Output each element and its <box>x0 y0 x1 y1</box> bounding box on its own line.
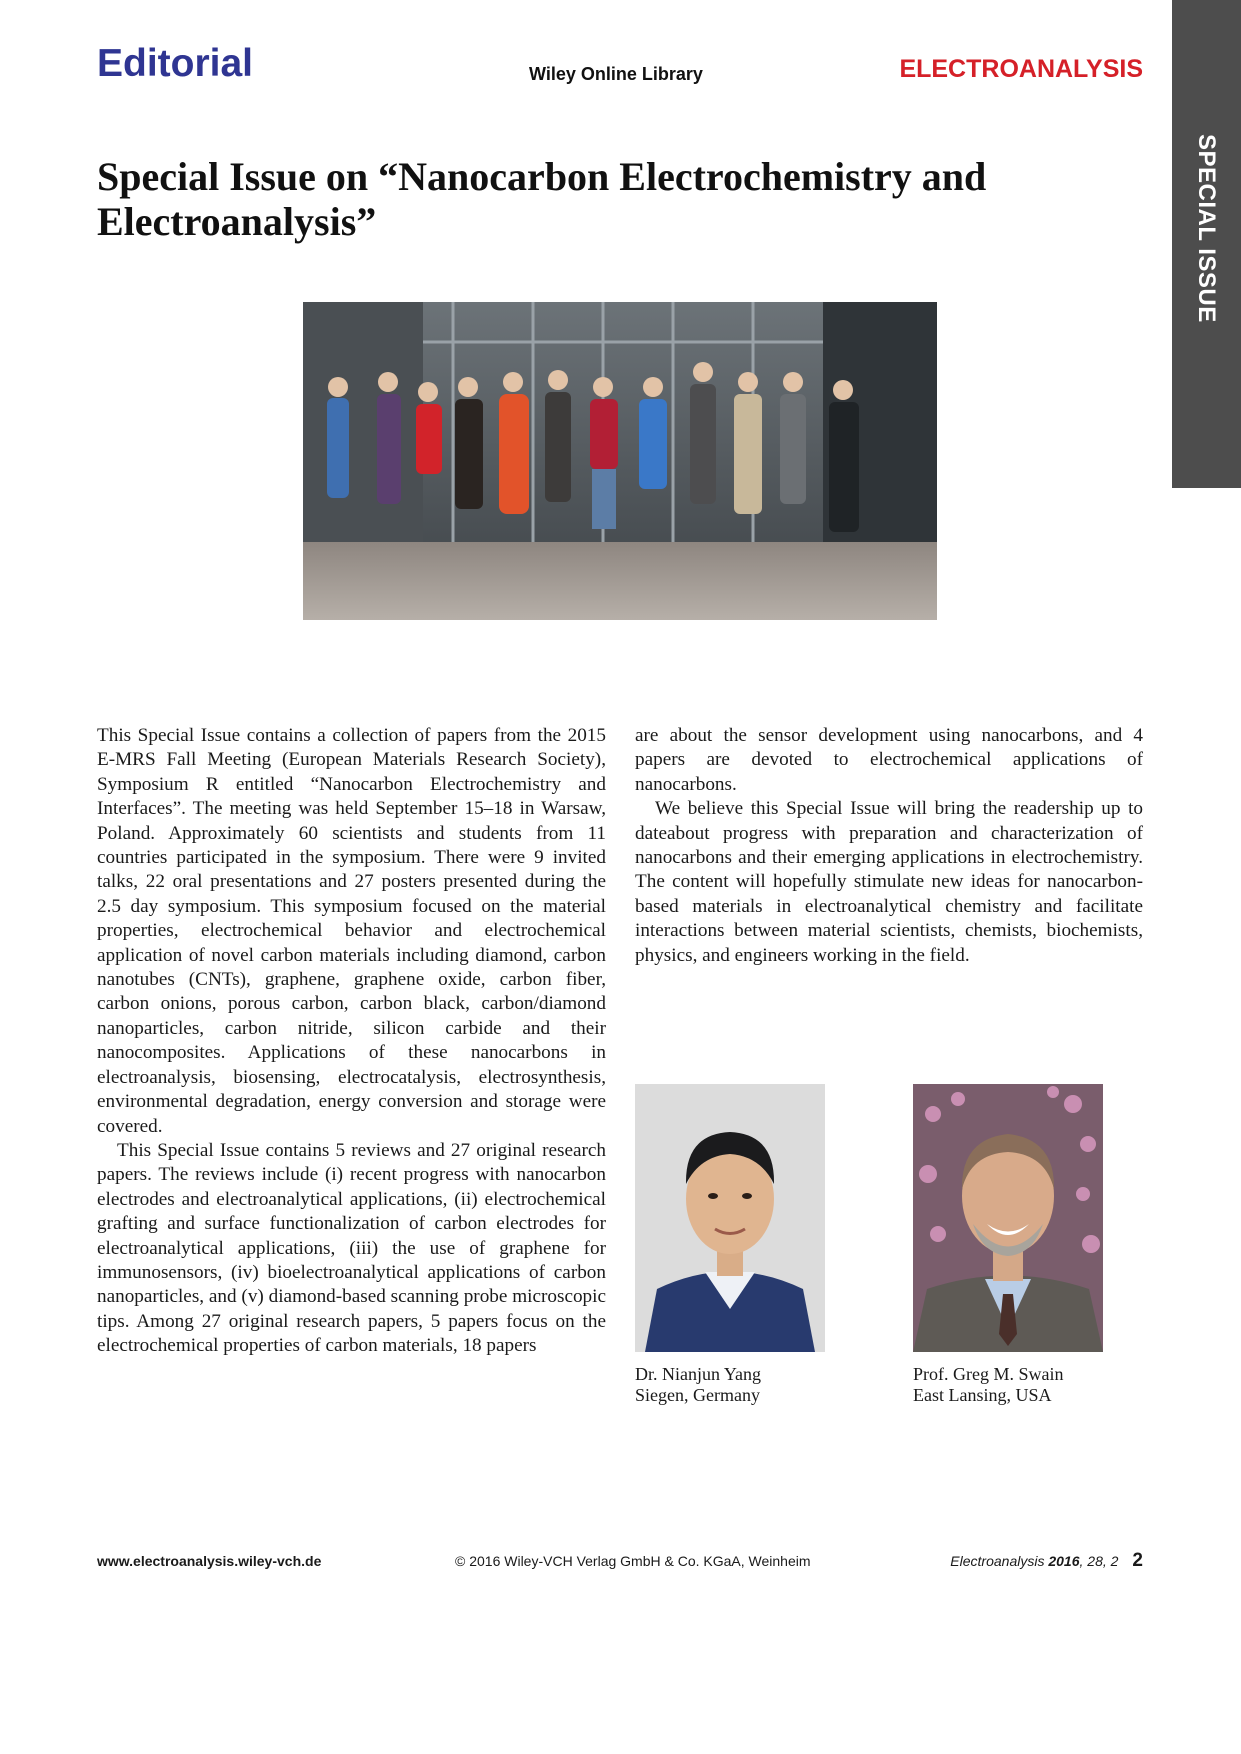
paragraph: This Special Issue contains 5 reviews and 27 original research papers. The reviews include (i) recent progress with nanocarbon electrodes and electroanalytical applications, (ii) electrochemical grafting and surface functionalization of carbon electrodes for electroanalytical applications, (iii) the use of graphene for immunosensors, (iv) bioelectroanalytical applications of carbon nanoparticles, and (v) diamond-based scanning probe microscopic tips. Among 27 original research papers, 5 papers focus on the electrochemical properties of carbon materials, 18 papers <box>97 1139 606 1357</box>
article-title: Special Issue on “Nanocarbon Electrochemistry and Electroanalysis” <box>97 154 987 244</box>
paragraph: This Special Issue contains a collection of papers from the 2015 E-MRS Fall Meeting (European Materials Research Society), Symposium R entitled “Nanocarbon Electrochemistry and Interfaces”. The meeting was held September 15–18 in Warsaw, Poland. Approximately 60 scientists and students from 11 countries participated in the symposium. There were 9 invited talks, 22 oral presentations and 27 posters presented during the 2.5 day symposium. This symposium focused on the material properties, electrochemical behavior and electrochemical application of novel carbon materials including diamond, carbon nanotubes (CNTs), graphene, graphene oxide, carbon fiber, carbon onions, porous carbon, carbon black, carbon/diamond nanoparticles, carbon nitride, silicon carbide and their nanocomposites. Applications of these nanocarbons in electroanalysis, biosensing, electrocatalysis, electrosynthesis, environmental degradation, energy conversion and storage were covered. <box>97 725 606 1137</box>
editor-caption <box>635 1364 865 1406</box>
footer-url-link[interactable]: www.electroanalysis.wiley-vch.de <box>97 1553 322 1569</box>
side-tab <box>1172 0 1241 488</box>
paragraph: We believe this Special Issue will bring the readership up to dateabout progress with preparation and characterization of nanocarbons and their emerging applications in electrochemistry. The content will hopefully stimulate new ideas for nanocarbon-based materials in electroanalytical chemistry and facilitate interactions between material scientists, chemists, biochemists, physics, and engineers working in the field. <box>635 798 1143 966</box>
footer-citation <box>950 1552 1143 1570</box>
editor-location: Siegen, Germany <box>635 1385 760 1405</box>
editor-portrait-swain <box>913 1084 1103 1352</box>
footer-volume-issue: , 28, 2 <box>1079 1553 1119 1569</box>
group-photo <box>303 302 937 620</box>
side-tab-label: SPECIAL ISSUE <box>1193 134 1220 323</box>
editor-portrait-yang <box>635 1084 825 1352</box>
page-number: 2 <box>1132 1550 1143 1571</box>
editor-caption <box>913 1364 1143 1406</box>
paragraph: are about the sensor development using nanocarbons, and 4 papers are devoted to electrochemical applications of nanocarbons. <box>635 725 1143 795</box>
footer-journal: Electroanalysis <box>950 1553 1045 1569</box>
editor-name: Prof. Greg M. Swain <box>913 1364 1064 1384</box>
footer-year: 2016 <box>1048 1553 1080 1569</box>
footer-copyright: © 2016 Wiley-VCH Verlag GmbH & Co. KGaA, Weinheim <box>455 1553 811 1569</box>
journal-name: ELECTROANALYSIS <box>899 55 1143 83</box>
section-label: Editorial <box>97 42 254 85</box>
body-column-right <box>635 724 1143 968</box>
body-column-left <box>97 724 606 1359</box>
wiley-online-library-link[interactable]: Wiley Online Library <box>529 64 703 84</box>
editor-name: Dr. Nianjun Yang <box>635 1364 762 1384</box>
editor-location: East Lansing, USA <box>913 1385 1052 1405</box>
